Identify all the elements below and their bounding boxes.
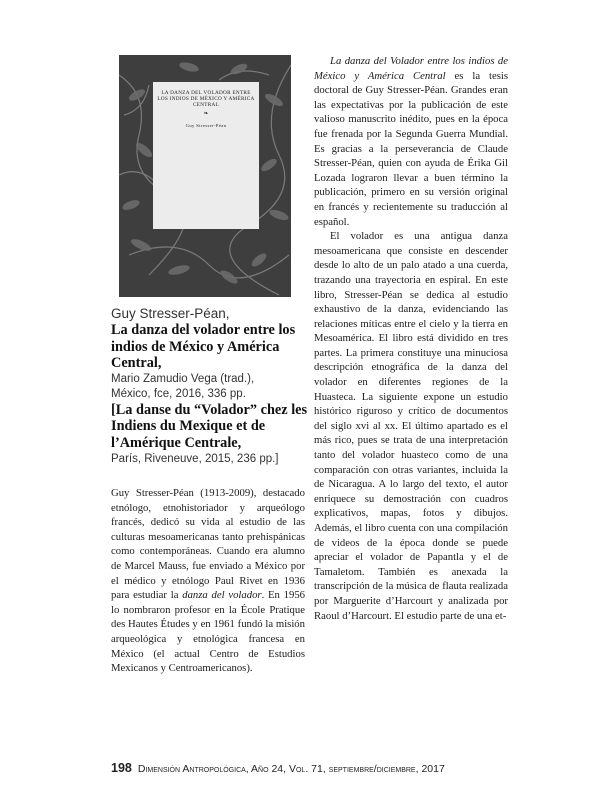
reference-publisher: México, fce, 2016, 336 pp. [111, 387, 246, 400]
right-paragraph-1-text: es la tesis doctoral de Guy Stresser-Péan. Grandes eran las expectativas por la publicación de este valioso manuscrito inédito, pues en la época fue frenada por la Segunda Guerra Mundial. Es gracias a la perseverancia de Claude Stresser-Péan, quien con ayuda de Érika Gil Lozada lograron llevar a buen término la publicación, primero en su versión original en francés y recientemente su traducción al español. [314, 69, 508, 228]
reference-author: Guy Stresser-Péan, [111, 306, 230, 321]
cover-title: LA DANZA DEL VOLADOR ENTRE LOS INDIOS DE MÉXICO Y AMÉRICA CENTRAL [157, 90, 255, 108]
reference-french-publisher: París, Riveneuve, 2015, 236 pp.] [111, 453, 279, 465]
book-cover-image [119, 55, 291, 297]
left-paragraph-text-b: . En 1956 lo nombraron profesor en la École Pratique des Hautes Études y en 1961 fundó la misión arqueológica y etnológica francesa en México (el actual Centro de Estudios Mexicanos y Centroamericanos). [111, 589, 306, 675]
journal-info: Dimensión Antropológica, Año 24, Vol. 71, septiembre/diciembre, 2017 [137, 763, 445, 775]
right-paragraph-1-emphasis: La danza del Volador entre los indios de México y América Central [314, 55, 508, 82]
reference-title: La danza del volador entre los indios de México y América Central, [111, 322, 296, 371]
reference-translator: Mario Zamudio Vega (trad.), [111, 372, 255, 385]
cover-ornament: ❧ [203, 111, 209, 117]
page-footer [111, 761, 509, 775]
left-paragraph-text-a: Guy Stresser-Péan (1913-2009), destacado etnólogo, etnohistoriador y arqueólogo francés, dedicó su vida al estudio de las culturas mesoamericanas tanto prehispánicas como contemporáneas. Cuando era alumno de Marcel Mauss, fue enviado a México por el médico y etnólogo Paul Rivet en 1936 para estudiar la [111, 487, 305, 602]
right-column [314, 54, 508, 623]
reference-french-title: [La danse du “Volador” chez les Indiens du Mexique et de l’Amérique Centrale, [111, 401, 308, 451]
book-reference [111, 306, 311, 467]
left-paragraph [111, 486, 305, 676]
right-paragraph-2: El volador es una antigua danza mesoamericana que consiste en descender desde lo alto de un palo atado a una cuerda, trazando una trayectoria en espiral. En este libro, Stresser-Péan se dedica al estudio exhaustivo de la danza, evidenciando las relaciones míticas entre el cielo y la tierra en Mesoamérica. El libro está dividido en tres partes. La primera constituye una minuciosa descripción etnográfica de la danza del volador en diferentes regiones de la Huasteca. La siguiente expone un estudio histórico riguroso y crítico de documentos del siglo xvi al xx. El último apartado es el más rico, pues se trata de una interpretación tanto del volador huasteco como de una comparación con otras variantes, incluida la de Nicaragua. A lo largo del texto, el autor enriquece su demostración con cuadros explicativos, mapas, fotos y dibujos. Además, el libro cuenta con una compilación de videos de la época donde se puede apreciar el volador de Papantla y el de Tamaletom. También es anexada la transcripción de la música de flauta realizada por Marguerite d’Harcourt y analizada por Raoul d’Harcourt. El estudio parte de una et- [314, 230, 508, 622]
page-number: 198 [111, 761, 132, 775]
left-paragraph-emphasis: danza del volador [182, 589, 262, 602]
left-column [111, 486, 305, 676]
cover-author: Guy Stresser-Péan [185, 123, 227, 128]
right-paragraph-1 [314, 54, 508, 229]
cover-title-plate [153, 82, 259, 229]
